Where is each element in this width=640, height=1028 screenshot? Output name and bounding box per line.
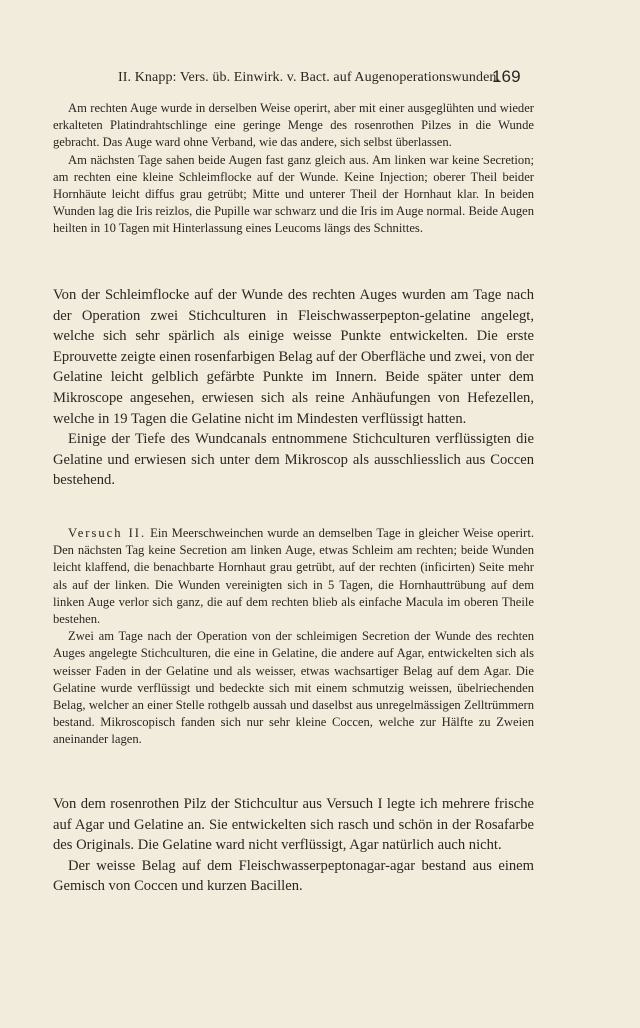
paragraph: Am rechten Auge wurde in derselben Weise operirt, aber mit einer ausgeglühten und wieder erkalteten Platindrahtschlinge eine geringe Menge des rosenrothen Pilzes in die Wunde gebracht. Das Auge ward ohne Verband, wie das andere, sich selbst überlassen. [53,101,534,150]
section-small-1 [53,100,534,238]
paragraph [53,525,534,628]
experiment-heading: Versuch II. [68,526,147,540]
paragraph: Zwei am Tage nach der Operation von der schleimigen Secretion der Wunde des rechten Auges angelegte Stichculturen, die eine in Gelatine, die andere auf Agar, entwickelten sich als weisser Faden in der Gelatine und als weisser, etwas wachsartiger Belag auf dem Agar. Die Gelatine wurde verflüssigt und bedeckte sich mit einem schmutzig weissen, übelriechenden Belag, welcher an einer Stelle rothgelb aussah und daselbst aus unregelmässigen Zelltrümmern bestand. Mikroscopisch fanden sich nur sehr kleine Coccen, welche zur Hälfte zu Zweien aneinander lagen. [53,629,534,747]
paragraph: Von der Schleimflocke auf der Wunde des rechten Auges wurden am Tage nach der Operation zwei Stichculturen in Fleischwasserpepton-gelatine angelegt, welche sich sehr spärlich als einige weisse Punkte entwickelten. Die erste Eprouvette zeigte einen rosenfarbigen Belag auf der Oberfläche und zwei, von der Gelatine leicht gelblich gefärbte Punkte im Innern. Beide später unter dem Mikroscope angesehen, erwiesen sich als reine Anhäufungen von Hefezellen, welche in 19 Tagen die Gelatine nicht im Mindesten verflüssigt hatten. [53,287,534,427]
paragraph-text: Ein Meerschweinchen wurde an demselben Tage in gleicher Weise operirt. Den nächsten Tag keine Secretion am linken Auge, etwas Schleim am rechten; beide Wunden leicht klaffend, die benachbarte Hornhaut grau getrübt, auf der rechten (inficirten) Seite mehr als auf der linken. Die Wunden vereinigten sich in 5 Tagen, die Hornhauttrübung auf dem linken Auge verlor sich ganz, die auf dem rechten blieb als einfache Macula im oberen Theile bestehen. [53,526,534,627]
page-number: 169 [492,67,521,86]
paragraph: Am nächsten Tage sahen beide Augen fast ganz gleich aus. Am linken war keine Secretion; am rechten eine kleine Schleimflocke auf der Wunde. Keine Injection; oberer Theil beider Hornhäute leicht diffus grau getrübt; Mitte und unterer Theil der Hornhaut klar. In beiden Wunden lag die Iris reizlos, die Pupille war schwarz und die Iris im Auge normal. Beide Augen heilten in 10 Tagen mit Hinterlassung eines Leucoms längs des Schnittes. [53,152,534,236]
paragraph: Der weisse Belag auf dem Fleischwasserpeptonagar-agar bestand aus einem Gemisch von Coccen und kurzen Bacillen. [53,857,534,895]
paragraph: Von dem rosenrothen Pilz der Stichcultur aus Versuch I legte ich mehrere frische auf Agar und Gelatine an. Sie entwickelten sich rasch und schön in der Rosafarbe des Originals. Die Gelatine ward nicht verflüssigt, Agar natürlich auch nicht. [53,796,534,854]
section-small-2 [53,525,534,749]
section-large-1 [53,285,534,491]
paragraph: Einige der Tiefe des Wundcanals entnommene Stichculturen verflüssigten die Gelatine und erwiesen sich unter dem Mikroscop als ausschliesslich aus Coccen bestehend. [53,431,534,489]
header-title: II. Knapp: Vers. üb. Einwirk. v. Bact. auf Augenoperationswunden. [118,70,501,85]
section-large-2 [53,794,534,897]
